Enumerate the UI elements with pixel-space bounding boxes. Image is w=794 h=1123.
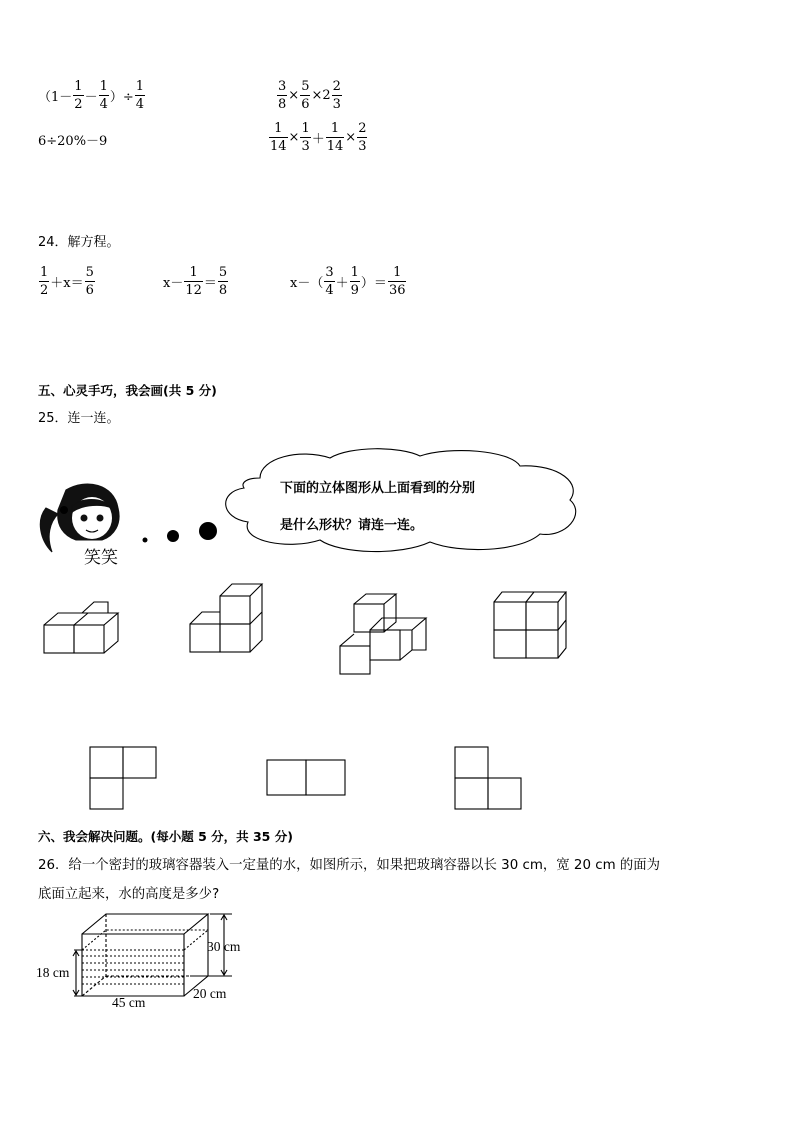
- operator: ＋: [335, 276, 349, 291]
- expr-2: [276, 80, 343, 111]
- question-25-title: 25．连一连。: [38, 411, 120, 426]
- operator: －: [84, 90, 98, 105]
- fraction: 5 6: [85, 265, 94, 298]
- operator: ＝: [203, 276, 217, 291]
- label-length: 45 cm: [112, 995, 146, 1010]
- operator: ＋: [311, 132, 325, 147]
- fraction: 1 12: [185, 265, 202, 298]
- equation-2: [163, 266, 229, 297]
- girl-label: 笑笑: [84, 548, 118, 568]
- fraction: $\frac{2}{3}$: [358, 121, 367, 154]
- question-26-line-1: 26．给一个密封的玻璃容器装入一定量的水，如图所示，如果把玻璃容器以长 30 cm，宽 20 cm 的面为: [38, 858, 661, 873]
- label-height: 30 cm: [207, 939, 241, 954]
- fraction: 2 3: [332, 79, 341, 112]
- equation-1: [38, 266, 96, 297]
- operator: ×: [288, 88, 300, 103]
- thought-dots: [140, 520, 220, 550]
- operator: x－: [163, 276, 184, 291]
- fraction: 3 4: [325, 265, 334, 298]
- fraction: 1 2: [74, 79, 83, 112]
- question-26-line-2: 底面立起来，水的高度是多少?: [38, 887, 220, 902]
- equation-3: [290, 266, 407, 297]
- fraction: 1 9: [350, 265, 359, 298]
- expr-4: [268, 122, 368, 153]
- operator: ＋x＝: [50, 276, 84, 291]
- operator: ）＝: [360, 276, 387, 291]
- fraction: 1 4: [99, 79, 108, 112]
- solid-figure-1: [42, 600, 132, 660]
- expr-1: [38, 80, 146, 111]
- label-width: 20 cm: [193, 986, 227, 1001]
- label-water-level: 18 cm: [36, 965, 70, 980]
- operator: ）÷: [109, 90, 134, 105]
- solid-figure-4: [492, 590, 570, 662]
- top-view-3: [453, 745, 527, 811]
- top-view-1: [88, 745, 158, 811]
- fraction: $\frac{1}{14}$: [326, 121, 344, 154]
- top-view-2: [265, 758, 347, 798]
- solid-figure-2: [188, 582, 268, 658]
- section-6-heading: 六、我会解决问题。(每小题 5 分，共 35 分): [38, 829, 293, 844]
- cloud-text-line-1: 下面的立体图形从上面看到的分别: [280, 481, 476, 496]
- question-24-title: 24．解方程。: [38, 235, 120, 250]
- operator: ×: [288, 130, 300, 145]
- fraction: 1 36: [388, 265, 406, 298]
- expr-text: （1－: [38, 90, 73, 105]
- fraction: 1 2: [40, 265, 49, 298]
- fraction: $\frac{3}{8}$: [278, 79, 287, 112]
- fraction: $\frac{5}{6}$: [301, 79, 310, 112]
- fraction: 5 8: [218, 265, 228, 298]
- fraction: $\frac{1}{14}$: [270, 121, 287, 154]
- fraction: $\frac{1}{3}$: [301, 121, 310, 154]
- operator: ×: [345, 130, 357, 145]
- section-5-heading: 五、心灵手巧，我会画(共 5 分): [38, 383, 217, 398]
- solid-figure-3: [338, 592, 430, 678]
- fraction: $\frac{1}{4}$: [135, 79, 145, 112]
- expr-3: 6÷20%－9: [38, 134, 108, 149]
- thought-cloud: [220, 448, 582, 556]
- operator: x－（: [290, 276, 324, 291]
- cloud-text-line-2: 是什么形状？请连一连。: [280, 518, 424, 533]
- operator: ×2: [311, 88, 331, 103]
